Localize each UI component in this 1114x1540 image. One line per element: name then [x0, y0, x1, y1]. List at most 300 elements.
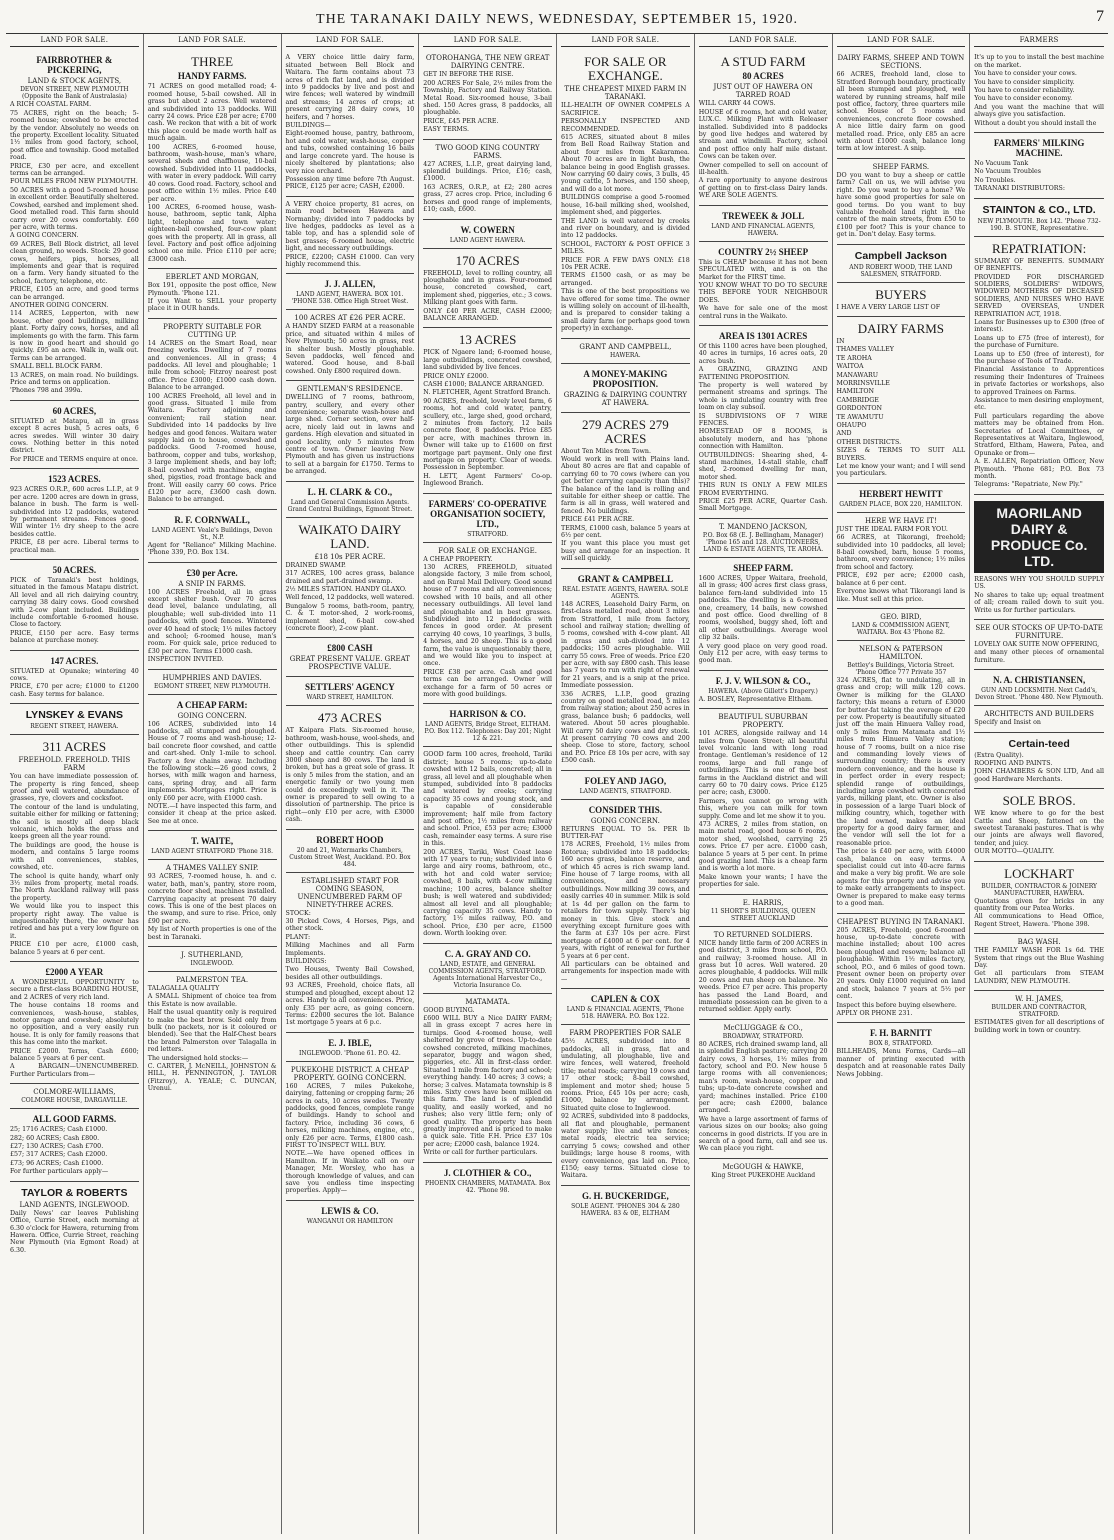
column-4 — [419, 34, 557, 1534]
ad-paragraph: ANOTHER GOING CONCERN. — [10, 301, 109, 309]
ad-paragraph: CASH £1000; BALANCE ARRANGED. — [423, 380, 544, 388]
ad-paragraph: A GOING CONCERN. — [10, 232, 79, 240]
advertisement — [423, 944, 552, 994]
ad-address: BUILDER AND CONTRACTOR, STRATFORD. — [991, 1004, 1087, 1019]
ad-paragraph: Possession any time before 7th August. PRICE, £125 per acre; CASH, £2000. — [285, 175, 415, 191]
ad-subheading: BEAUTIFUL SUBURBAN PROPERTY. — [718, 713, 808, 730]
ad-paragraph: £73; 96 ACRES; Cash £1000. — [10, 1159, 104, 1167]
ad-paragraph: The contour of the land is undulating, suitable either for milking or fattening; the soil is mostly all deep black volcanic, which holds the grass and keeps green all the year round. — [10, 803, 139, 841]
ad-subheading: OTOROHANGA, THE NEW GREAT DAIRYING CENTRE. — [425, 54, 550, 71]
ad-heading: CAPLEN & COX — [590, 994, 660, 1005]
advertisement — [974, 862, 1104, 935]
advertisement — [286, 1201, 415, 1229]
ad-paragraph: PRICE, £92 per acre; £2000 cash, balance at 6 per cent. — [836, 572, 966, 587]
ad-address: DEVON STREET, NEW PLYMOUTH (Opposite the Bank of Australasia) — [20, 86, 129, 101]
ad-paragraph: MANAWARU — [836, 371, 879, 379]
advertisement — [286, 1062, 415, 1201]
ad-subheading: SEE OUR STOCKS OF UP-TO-DATE FURNITURE. — [975, 623, 1103, 640]
masthead-title: THE TARANAKI DAILY NEWS, WEDNESDAY, SEPTEMBER 15, 1920. — [316, 11, 798, 27]
advertisement — [837, 484, 966, 513]
advertisement — [974, 934, 1104, 991]
column-8 — [970, 34, 1108, 1534]
ad-subheading: NELSON & PATERSON HAMILTON. — [859, 644, 943, 661]
ad-headline: THREE — [191, 54, 234, 70]
ad-paragraph: Full particulars regarding the above matters may be obtained from Hon. Secretaries of Local Committees, or Representatives at Waitara, Inglewood, Stratford, Eltham, Hawera, Patea, and Opunake or from— — [974, 412, 1104, 457]
ad-headline: 311 ACRES — [42, 739, 107, 755]
ad-paragraph: Of this 1100 acres have been ploughed, 40 acres in turnips, 16 acres oats, 20 acres bush. — [698, 342, 828, 365]
advertisement — [699, 519, 828, 558]
ad-subheading: GRAZING & DAIRYING COUNTRY AT HAWERA. — [563, 390, 687, 407]
ad-heading: ROBERT HOOD — [316, 834, 384, 845]
ad-paragraph: Eight-roomed house, pantry, bathroom, hot and cold water, wash-house, copper and tubs, cowshed containing 16 bails and large concrete yard. The house is nicely sheltered by plantations; also very nice orchard. — [285, 130, 415, 175]
ad-address: WANGANUI OR HAMILTON — [306, 1217, 393, 1225]
ad-subheading: TWO GOOD KING COUNTRY FARMS. — [435, 143, 540, 160]
columns — [6, 34, 1108, 1534]
ad-paragraph: 473 ACRES, 2 miles from station, on main metal road, good house 6 rooms, motor shed, woolshed, carrying 25 cows. Price £7 per acre. £1000 cash, balance 5 years at 5 per cent. In prime good grazing land. This is a cheap farm and is worth a lot more. — [698, 821, 828, 873]
advertisement — [837, 641, 966, 914]
ad-subheading: E. HARRIS, — [742, 898, 784, 907]
ad-paragraph: BUILDINGS— — [285, 122, 331, 130]
ad-heading: FARMERS' CO-OPERATIVE ORGANISATION SOCIETY, LTD., — [428, 498, 547, 529]
advertisement — [974, 237, 1104, 495]
ad-address: LAND AGENT. Veale's Buildings, Devon St., N.P. — [151, 526, 273, 541]
ad-heading: HANDY FARMS. — [177, 71, 247, 82]
ad-paragraph: 100 ACRES, 6-roomed house, wash-house, bathroom, septic tank, Alpha light, telephone and town water; eighteen-bail cowshed, four-cow plant goes with the property. All in grass, all level. Factory and post office adjoining school one mile. Price £110 per acre; £3000 cash. — [147, 203, 277, 263]
ad-paragraph: ONLY £40 PER ACRE, CASH £2000; BALANCE ARRANGED. — [423, 307, 552, 322]
ad-paragraph: SCHOOL, FACTORY & POST OFFICE 3 MILES. — [561, 240, 690, 256]
ad-paragraph: No Vacuum Tank — [974, 160, 1029, 168]
ad-heading: HARRISON & CO. — [449, 709, 526, 720]
ad-paragraph: 324 ACRES, flat to undulating, all in grass and crop; will milk 120 cows. Owner is milking for the GLAXO factory; this means a return of £3000 for butter-fat taking the average of £20 per cow. Property is beautifully situated just off the main Hinuera Valley road, only 5 miles from Matamata and 1½ miles from Hinuera Valley station; house of 7 rooms, built on a nice rise and commanding lovely views of surrounding country; there is every modern convenience, and the house is in perfect order in every respect; splendid range of outbuildings, including large cowshed with concreted yards, milking plant, etc. Owner is also in possession of a large Tuari block of milking country, which, together with the land owned, makes an ideal property for a good dairy farmer, and the vendor will sell the lot for a reasonable price. — [836, 676, 966, 847]
ad-paragraph: We have for sale one of the most central runs in the Waikato. — [698, 305, 828, 320]
ad-paragraph: Box 191, opposite the post office, New Plymouth. 'Phone 121. — [147, 282, 277, 297]
ad-paragraph: YOU KNOW WHAT TO DO TO SECURE THIS BEFORE YOUR NEIGHBOUR DOES. — [698, 281, 828, 304]
ad-paragraph: 282; 60 ACRES; Cash £800. — [10, 1134, 100, 1142]
ad-headline: 279 ACRES 279 ACRES — [582, 416, 669, 446]
ad-paragraph: THAMES VALLEY — [836, 346, 894, 354]
ad-paragraph: TARANAKI DISTRIBUTORS: — [974, 185, 1065, 193]
ad-paragraph: OUR MOTTO—QUALITY. — [974, 848, 1055, 856]
advertisement — [699, 326, 828, 519]
ad-paragraph: PRICE £25 PER ACRE, Quarter Cash. Small Mortgage. — [698, 498, 828, 513]
advertisement — [10, 962, 139, 1084]
ad-subheading: BAG WASH. — [1017, 938, 1061, 947]
ad-subheading: DAIRY FARMS, SHEEP AND TOWN SECTIONS. — [837, 54, 965, 71]
ad-address: INGLEWOOD. 'Phone 61. P.O. 42. — [298, 1049, 401, 1057]
ad-headline: 13 ACRES — [458, 332, 517, 348]
ad-address: LAND & COMMISSION AGENT, WAITARA. Box 43 'Phone 82. — [851, 621, 950, 636]
ad-heading: 147 ACRES. — [50, 655, 99, 666]
advertisement — [148, 670, 277, 695]
ad-paragraph: £27; 130 ACRES; Cash £700. — [10, 1143, 104, 1151]
ad-headline: A STUD FARM — [720, 54, 806, 70]
ad-paragraph: THIS RUN IS ONLY A FEW MILES FROM EVERYTHING. — [698, 482, 828, 497]
ad-firm-name: Certain-teed — [1008, 737, 1070, 750]
ad-paragraph: GORDONTON — [836, 405, 883, 413]
advertisement — [837, 1023, 966, 1083]
ad-paragraph: IN — [836, 337, 845, 345]
ad-paragraph: The house contains 18 rooms and conveniences, wash-house, stables, motor garage and cowshed; absolutely no opposition, and a very easily run house. It is only for family reasons that this has come into the market. — [10, 1002, 139, 1047]
ad-paragraph: A CHEAP PROPERTY. — [423, 555, 493, 563]
ad-heading: CONSIDER THIS. — [588, 804, 663, 815]
ad-paragraph: PRICE £38 per acre. Cash and good terms can be arranged. Owner will exchange for a farm of 50 acres or more with good buildings. — [423, 668, 552, 698]
advertisement — [148, 831, 277, 860]
ad-heading: R. F. CORNWALL, — [174, 514, 250, 525]
ad-subheading: ESTABLISHED START FOR COMING SEASON, UNENCUMBERED FARM OF NINETY-THREE ACRES. — [297, 876, 403, 909]
ad-address: BROADWAY, STRATFORD. — [722, 1032, 804, 1040]
ad-paragraph: PRICE, £30 per acre, and excellent terms can be arranged. — [10, 162, 139, 178]
ad-paragraph: PICK of Ngaere land; 6-roomed house, large outbuildings, concreted cowshed, land subdivided by live fences. — [423, 349, 552, 372]
ad-paragraph: PROVIDED FOR DISCHARGED SOLDIERS, SOLDIERS' WIDOWS, WIDOWED MOTHERS OF DECEASED SOLDIERS, AND NURSES WHO HAVE SERVED OVERSEAS, UNDER REPATRIATION ACT, 1918. — [974, 273, 1104, 318]
ad-paragraph: A GRAZING, GRAZING AND FATTENING PROPOSITION. — [698, 366, 828, 381]
advertisement — [423, 50, 552, 139]
ad-paragraph: 75 ACRES, right on the beach; 5-roomed house; cowshed to be erected by the vendor. Absolutely no weeds on the property. Excellent locality. Situated 1½ miles from good factory, school, post office and township. Good metalled road. — [10, 109, 139, 162]
ad-subheading: FREEHOLD. FREEHOLD. THIS FARM — [18, 756, 131, 773]
ad-paragraph: 200 ACRES For Sale, 2½ miles from the Township, Factory and Railway Station. Metal Road. Six-roomed house, 3-bail shed. 150 Acres grass, 8 paddocks, all ploughable. — [423, 79, 552, 117]
ad-paragraph: 148 ACRES, Leasehold Dairy Farm, on first-class metalled road, about 3 miles from Stratford, 1 mile from factory, school and railway station; dwelling of 5 rooms, cowshed with 4-cow plant. All in grass and sub-divided into 12 paddocks; 150 acres ploughable. Will carry 55 cows. Free of weeds. Price £20 per acre, with say £800 cash. This lease has 7 years to run with right of renewal for 21 years, and is a snip at the price. Immediate possession. — [561, 600, 690, 690]
ad-subheading: GRANT AND CAMPBELL, — [579, 342, 672, 351]
ad-heading: HERBERT HEWITT — [859, 488, 943, 499]
ad-paragraph: PRICE £10 per acre, £1000 cash, balance 5 years at 6 per cent. — [10, 941, 139, 956]
advertisement — [561, 339, 690, 364]
ad-subheading: GEO. BIRD, — [880, 612, 922, 621]
ad-firm-name: STAINTON & CO., LTD. — [982, 203, 1096, 216]
ad-paragraph: STOCK: — [285, 909, 311, 917]
advertisement — [148, 947, 277, 972]
page-number: 7 — [1096, 8, 1104, 25]
advertisement — [837, 50, 966, 158]
ad-paragraph: PRICE, £2200; CASH £1000. Can very highly recommend this. — [285, 253, 415, 268]
ad-subheading: HUMPHRIES AND DAVIES. — [162, 673, 262, 682]
ad-paragraph: TERMS, £1000 cash, balance 5 years at 6½ per cent. — [561, 524, 690, 540]
advertisement — [561, 50, 690, 338]
ad-subheading: HERE WE HAVE IT! — [864, 516, 937, 525]
ad-paragraph: Everyone knows what Tikorangi land is like. Must sell at this price. — [836, 588, 966, 603]
ad-paragraph: And you want the machine that will always give you satisfaction. — [974, 103, 1104, 119]
advertisement — [423, 249, 552, 329]
ad-paragraph: 2½ MILES STATION. HANDY GLAXO. — [285, 585, 407, 593]
advertisement — [974, 733, 1104, 790]
ad-paragraph: A BARGAIN—UNENCUMBERED. Further Particulars from— — [10, 1063, 139, 1078]
ad-paragraph: 90 ACRES, freehold, lovely level farm, 6 rooms, hot and cold water, pantry, scullery, etc., large shed, good orchard, 2 minutes from factory, 12 bails concrete floor, 8 paddocks. Price £85 per acre, with machines thrown in. Owner will take up to £1600 on first mortgage part payment. Only one first mortgage on property. Clear of weeds. Possession in September. — [423, 397, 552, 472]
ad-paragraph: SITUATED at Matapu, all in grass except 8 acres bush, 5 acres oats, 6 acres swedes. Will winter 30 dairy cows. Nothing better in this noted district. — [10, 417, 139, 455]
ad-paragraph: PRICE, £8 per acre. Liberal terms to practical man. — [10, 539, 139, 554]
ad-paragraph: Write or call for further particulars. — [423, 1149, 538, 1157]
ad-paragraph: JUST THE IDEAL FARM FOR YOU. — [836, 525, 948, 533]
advertisement — [423, 494, 552, 543]
ad-subheading: FARM PROPERTIES FOR SALE — [569, 1029, 682, 1038]
advertisement — [286, 310, 415, 381]
ad-paragraph: A HANDY SIZED FARM at a reasonable price, and situated within 4 miles of New Plymouth; 50 acres in grass, rest in shelter bush. Mostly ploughable. Seven paddocks, well fenced and watered. Good house, and 8-bail cowshed. Only £800 required down. — [285, 323, 415, 375]
ad-paragraph: 50 ACRES with a good 5-roomed house in excellent order. Beautifully sheltered. Cowshed, earshed and implement shed. Good metalled road. This farm should carry over 20 cows comfortably. £60 per acre, with terms. — [10, 186, 139, 231]
ad-address: Bettley's Buildings, Victoria Street. 'Phone Office 777 Private 357 — [847, 661, 955, 676]
ad-heading: 1523 ACRES. — [48, 474, 101, 485]
column-2 — [144, 34, 282, 1534]
advertisement — [561, 364, 690, 413]
ad-paragraph: The buildings are good, the house is modern, and contains 5 large rooms with all conveniences, stables, cowshed, etc. — [10, 841, 139, 872]
ad-paragraph: Specify and Insist on — [974, 719, 1041, 727]
ad-address: LAND AND FINANCIAL AGENTS, HAWERA. — [711, 222, 815, 237]
ad-address: GUN AND LOCKSMITH. Next Cadd's, Devon Street. 'Phone 480. New Plymouth. — [975, 687, 1104, 702]
ad-subheading: LAND AGENTS, INGLEWOOD. — [19, 1200, 130, 1209]
ad-paragraph: No Troubles. — [974, 176, 1016, 184]
ad-heading: 60 ACRES, — [52, 405, 97, 416]
ad-paragraph: Financial Assistance to Apprentices resuming their Indentures of Trainees in private factories or workshops, also to approved Trainees on Farms. — [974, 366, 1104, 396]
ad-paragraph: PERSONALLY INSPECTED AND RECOMMENDED. — [561, 118, 690, 133]
advertisement — [10, 735, 139, 962]
ad-heading: SETTLERS' AGENCY — [304, 682, 395, 693]
ad-paragraph: Let me know your want; and I will send you particulars. — [836, 463, 966, 478]
ad-address: LAND AGENT, HAWERA. BOX 101. 'PHONE 538. Office High Street West. — [291, 291, 409, 306]
ad-paragraph: 25; 1716 ACRES; Cash £1000. — [10, 1126, 108, 1134]
advertisement — [148, 510, 277, 563]
advertisement — [148, 860, 277, 947]
ad-paragraph: 106 ACRES, subdivided into 14 paddocks, all stumped and ploughed. House of 7 rooms and wash-house; 12-bail concrete floor cowshed, and cattle and cart-shed. Only 1-mile to school. Factory a few chains away. Including the following stock:—26 good cows, 2 horses, with milk wagon and harness, cans, spring dray, and all farm implements. Mortgages right. Price is only £60 per acre, with £1000 cash. — [147, 720, 277, 802]
advertisement — [837, 609, 966, 641]
ad-heading: TREWEEK & JOLL — [722, 210, 805, 221]
ad-paragraph: Loans up to £50 (free of interest), for the purchase of Tools of Trade. — [974, 350, 1104, 365]
ad-subheading: MATAMATA. — [465, 997, 510, 1006]
ad-paragraph: The property is well watered by permanent streams and springs. The whole is undulating country with free loam on clay subsoil. — [698, 381, 828, 412]
ad-paragraph: This is one of the best propositions we have offered for some time. The owner is willing solely on account of ill-health, and is prepared to consider taking a small dairy farm (or perhaps good town property) in exchange. — [561, 288, 690, 333]
advertisement — [10, 651, 139, 705]
ad-paragraph: PRICE FOR A FEW DAYS ONLY: £18 10s PER ACRE. — [561, 256, 690, 271]
ad-paragraph: 336 ACRES, L.I.P., good grazing country on good metalled road, 5 miles from railway station; about 250 acres in grass, balance bush; 6 paddocks, well watered. About 50 acres ploughable. Will carry 50 dairy cows and dry stock. At present carrying 70 cows and 200 sheep. Close to store, factory, school and P.O. Price £8 10s per acre, with say £500 cash. — [561, 690, 690, 765]
ad-headline: DAIRY FARMS — [857, 320, 945, 336]
ad-address: STRATFORD. — [467, 530, 508, 538]
advertisement — [699, 206, 828, 242]
ad-paragraph: RETURNS EQUAL TO 5s. PER lb BUTTER-FAT — [561, 825, 690, 841]
ad-paragraph: A. BOSLEY, Representative Eltham. — [698, 695, 813, 703]
ad-subheading: PALMERSTON TEA. — [176, 975, 249, 984]
ad-paragraph: TERMS £1500 cash, or as may be arranged. — [561, 272, 690, 287]
advertisement — [423, 140, 552, 220]
ad-subheading: McCLUGGAGE & CO., — [723, 1023, 803, 1032]
ad-paragraph: THE FAMILY WASH FOR 1s 6d. THE System that rings out the Blue Washing Day. — [974, 947, 1104, 970]
column-heading: LAND FOR SALE. — [286, 36, 415, 47]
ad-address: LAND AGENT STRATFORD 'Phone 318. — [151, 848, 273, 856]
advertisement — [423, 747, 552, 943]
ad-paragraph: Loans up to £75 (free of interest), for the purchase of Furniture. — [974, 334, 1104, 350]
ad-paragraph: and many other pieces of ornamental furniture. — [974, 649, 1104, 664]
ad-paragraph: Make known your wants; I have the properties for sale. — [698, 873, 828, 889]
ad-paragraph: (Extra Quality). — [974, 751, 1024, 759]
advertisement — [837, 513, 966, 609]
ad-paragraph: FOUR MILES FROM NEW PLYMOUTH. — [10, 178, 138, 186]
ad-heading: FOLEY AND JAGO, — [584, 775, 667, 786]
ad-paragraph: PRICE ONLY £2000. — [423, 372, 489, 380]
ad-subheading: GOING CONCERN. — [590, 816, 660, 825]
ad-paragraph: Assistance to men desiring employment, etc. — [974, 397, 1104, 412]
ad-paragraph: Daily News' car leaves Publishing Office, Currie Street, each morning at 6.30 o'clock for Hawera, returning from Hawera. Office, Currie Street, reaching New Plymouth (via Egmont Road) at 6.30. — [10, 1209, 139, 1254]
ad-paragraph: 80 ACRES, rich drained swamp land, all in splendid English pasture; carrying 20 dairy cows, 3 horses, 1½ miles from factory, school and P.O. New house 5 large rooms with all conveniences; man's room, wash-house, copper and tubs; up-to-date concrete cowshed and yard; machines installed. Price £100 per acre; cash £2000, balance arranged. — [698, 1040, 828, 1115]
column-6 — [695, 34, 833, 1534]
ad-paragraph: ILL-HEALTH OF OWNER COMPELS A SACRIFICE. — [561, 102, 690, 117]
ad-heading: A MONEY-MAKING PROPOSITION. — [583, 368, 668, 389]
ad-address: LAND AGENTS, STRATFORD. — [579, 787, 672, 795]
ad-address: SOLE AGENT. 'PHONES 304 & 280 HAWERA. 83 & 0E, ELTHAM — [571, 1202, 680, 1217]
ad-paragraph: GET IN BEFORE THE RISE. — [423, 71, 514, 79]
advertisement — [148, 972, 277, 1098]
advertisement — [423, 994, 552, 1163]
ad-paragraph: Get all particulars from STEAM LAUNDRY, NEW PLYMOUTH. — [974, 970, 1104, 985]
advertisement — [10, 1109, 139, 1181]
column-heading: LAND FOR SALE. — [561, 36, 690, 47]
advertisement — [974, 133, 1104, 199]
ad-subheading: CHEAPEST BUYING IN TARANAKI. — [837, 917, 965, 926]
ad-paragraph: Inspect this before buying elsewhere. — [836, 1001, 957, 1009]
ad-address: LAND & FINANCIAL AGENTS, 'Phone 518. HAWERA. P.O. Box 122. — [566, 1006, 684, 1021]
ad-paragraph: A SMALL Shipment of choice tea from this Estate is now available. — [147, 993, 277, 1008]
ad-subheading: EBERLET AND MORGAN, — [165, 273, 259, 282]
ad-paragraph: BUILDINGS: — [285, 958, 327, 966]
ad-paragraph: I HAVE A VERY LARGE LIST OF — [836, 303, 941, 311]
advertisement — [10, 1182, 139, 1259]
advertisement — [286, 873, 415, 1033]
ad-paragraph: FREEHOLD, level to rolling country, all ploughable and in grass. Four-roomed house, concreted cowshed, cart, implement shed, piggeries, etc.; 3 cows. Milking plant goes with farm. — [423, 269, 553, 307]
ad-paragraph: 114 ACRES, Lepperton, with new house, other good buildings, milking plant. Forty dairy cows, horses, and all implements go with the farm. This farm is now in good heart and should go quickly. £95 an acre. Walk in, walk out. Terms can be arranged. — [10, 310, 139, 362]
advertisement — [974, 670, 1104, 706]
advertisement — [974, 50, 1104, 133]
ad-paragraph: WAITOA — [836, 363, 864, 371]
advertisement — [974, 199, 1104, 237]
ad-paragraph: 163 ACRES, O.R.P., at £2; 280 acres grass, 27 acres crop. Price, including 6 horses and good range of implements, £10; cash, £600. — [423, 183, 552, 214]
advertisement — [699, 1159, 828, 1183]
advertisement — [699, 927, 828, 1020]
ad-paragraph: No shares to take up; equal treatment of all; cream railed down to suit you. Write us for further particulars. — [974, 591, 1104, 614]
advertisement — [699, 50, 828, 205]
column-heading: FARMERS — [974, 36, 1104, 47]
ad-heading: L. H. CLARK & CO., — [307, 486, 393, 497]
advertisement — [10, 401, 139, 469]
ad-headline: SOLE BROS. — [1002, 793, 1076, 809]
ad-heading: A CHEAP FARM: — [176, 699, 248, 710]
ad-paragraph: NOTE.—We have opened offices in Hamilton. If in Waikato call on our Manager, Mr. Worsley, who has a thorough knowledge of values, and can save you endless time inspecting properties. Apply— — [285, 1150, 415, 1195]
ad-paragraph: TE AROHA — [836, 354, 872, 362]
advertisement — [699, 895, 828, 927]
ad-paragraph: If you want this place you must get busy and arrange for an inspection. It will sell quickly. — [561, 540, 690, 563]
ad-paragraph: INSPECTION INVITED. — [147, 656, 224, 664]
ad-headline: WAIKATO DAIRY LAND. — [298, 521, 402, 551]
ad-paragraph: GOOD farm 100 acres, freehold, Tariki district; house 5 rooms; up-to-date cowshed with 12 bails, concreted; all in grass, all level and all ploughable when stumped, subdivided into 8 paddocks and watered by creeks; carrying capacity 35 cows and young stock, and is capable of considerable improvement; half mile from factory and post office, 1½ miles from railway and school. Price, £53 per acre; £3000 cash, remainder easy terms. A sure rise in this. — [423, 751, 552, 848]
ad-headline: REPATRIATION: — [992, 240, 1087, 256]
ad-paragraph: Well fenced, 12 paddocks, well watered. — [285, 594, 415, 602]
ad-paragraph: PRICE, £150 per acre. Easy terms balance at purchase money. — [10, 629, 139, 645]
advertisement — [423, 704, 552, 747]
ad-paragraph: CAMBRIDGE — [836, 396, 879, 404]
ad-address: REGENT STREET, HAWERA. — [30, 723, 119, 731]
ad-paragraph: PRICE, £105 an acre, and good terms can be arranged. — [10, 286, 139, 301]
ad-paragraph: Two Houses, Twenty Bail Cowshed, besides all other outbuildings. — [285, 966, 415, 981]
advertisement — [286, 638, 415, 677]
ad-firm-name: Campbell Jackson — [854, 249, 947, 262]
advertisement — [974, 620, 1104, 670]
ad-paragraph: About Ten Miles from Town. — [561, 447, 651, 455]
ad-subheading: ARCHITECTS AND BUILDERS — [984, 710, 1094, 719]
advertisement — [837, 317, 966, 484]
advertisement — [148, 563, 277, 670]
ad-paragraph: 93 ACRES, Freehold, choice flats, all stumped and ploughed, except about 12 acres. Handy to all conveniences. Price, only £35 per acre, as going concern. Terms: £2000 secures the lot. Balance 1st mortgage 5 years at 6 p.c. — [285, 982, 415, 1027]
ad-subheading: McGOUGH & HAWKE, — [722, 1162, 804, 1171]
column-5 — [557, 34, 695, 1534]
ad-paragraph: REASONS WHY YOU SHOULD SUPPLY US. — [974, 575, 1104, 591]
ad-paragraph: We would like you to inspect this property right away. The value is unquestionably there, the owner has retired and has put a very low figure on it. — [10, 903, 139, 940]
ad-subheading: PUKEKOHE DISTRICT. A CHEAP PROPERTY. GOING CONCERN. — [290, 1065, 409, 1082]
ad-paragraph: £57; 317 ACRES; Cash £2000. — [10, 1151, 108, 1159]
ad-firm-name: TAYLOR & ROBERTS — [21, 1186, 128, 1199]
ad-paragraph: NOTE.—I have inspected this farm, and consider it cheap at the price asked. See me at once. — [147, 803, 277, 825]
ad-address: WARD STREET, HAMILTON. — [306, 694, 394, 702]
ad-paragraph: SITUATED at Opunake; wintering 40 cows. — [10, 667, 139, 682]
ad-heading: AREA IS 1301 ACRES — [718, 330, 808, 341]
advertisement — [148, 50, 277, 269]
ad-paragraph: 1600 ACRES, Upper Waitara, freehold, all in grass; 400 acres first class grass, balance fern-land subdivided into 15 paddocks. The dwelling is a 6-roomed one, creamery, 14 bails, new cowshed and post office. Good dwelling of 8 rooms, woolshed, buggy shed, loft and all other outbuildings. Average wool clip 32 bails. — [698, 574, 828, 642]
advertisement — [974, 495, 1104, 620]
advertisement — [699, 671, 828, 709]
ad-headline: BUYERS — [875, 286, 927, 302]
ad-paragraph: All communications to Head Office, Regent Street, Hawera. 'Phone 398. — [974, 913, 1104, 928]
ad-subheading: A THAMES VALLEY SNIP. — [165, 864, 259, 873]
column-heading: LAND FOR SALE. — [148, 36, 277, 47]
ad-paragraph: You have to consider reliability. — [974, 87, 1075, 95]
advertisement — [286, 482, 415, 518]
ad-paragraph: BUILDINGS comprise a good 5-roomed house, 16-bail milking shed, woolshed, implement shed, and piggeries. — [561, 194, 690, 217]
ad-paragraph: 66 ACRES, at Tikorangi, freehold; subdivided into 10 paddocks, all level; 8-bail cowshed, barn, house 5 rooms, bathroom, every convenience; 1½ miles from school and factory. — [836, 534, 966, 571]
ad-paragraph: HOMESTEAD OF 8 ROOMS, is absolutely modern, and has 'phone connection with Hamilton. — [698, 428, 828, 451]
ad-paragraph: DWELLING of 7 rooms, bathroom, pantry, scullery, and every other convenience; separate wash-house and large shed. Corner section, over half-acre, nicely laid out in lawns and gardens. High elevation and situated in good locality, only 5 minutes from centre of town. Owner leaving New Plymouth and has given us instructions to sell at a bargain for £1750. Terms to be arranged. — [285, 394, 415, 476]
ad-heading: SHEEP FARM. — [733, 562, 794, 573]
advertisement — [837, 283, 966, 317]
ad-subheading: LAND & STOCK AGENTS, — [27, 77, 122, 86]
ad-subheading: PROPERTY SUITABLE FOR CUTTING UP. — [163, 322, 262, 339]
ad-heading: £2000 A YEAR — [45, 966, 104, 977]
ad-paragraph: £600 WILL BUY a Nice DAIRY FARM; all in grass except 7 acres here in turnips. Good 4-roomed house, well sheltered by grove of trees. Up-to-date cowshed concreted, milking machines, separator, buggy and wagon shed, piggeries, etc. All in first-class order. Situated 1 mile from factory and school; everything handy. 140 acres; 3 cows; a horse; 3 calves. Matamata township is 8 miles. Sixty cows have been milked on this farm. The land is of splendid quality, and easily worked, and no rushes; also very little fern; only of good quality. The property has been greatly improved and is priced to make a quick sale. Title F.H. Price £37 10s per acre; £2000 cash, balance 1924. — [423, 1014, 552, 1148]
advertisement — [561, 1025, 690, 1186]
ad-paragraph: 100 ACRES, 6-roomed house, bathroom, wash-house, man's whare, several sheds and chaffhouse, 10-bail cowshed. Subdivided into 11 paddocks, with water in every paddock. Will carry 40 cows. Good road. Factory, school and post office within 1½ miles. Price £40 per acre. — [147, 143, 277, 203]
masthead — [6, 6, 1108, 34]
advertisement — [423, 220, 552, 249]
column-7 — [833, 34, 971, 1534]
ad-address: 11 SHORT'S BUILDINGS, QUEEN STREET AUCKLAND — [710, 907, 816, 922]
ad-address: Land and General Commission Agents. Grand Central Buildings, Egmont Street. — [287, 498, 413, 513]
ad-headline: 170 ACRES — [455, 252, 520, 268]
ad-paragraph: 71 ACRES on good metalled road; 4-roomed house, 5-bail cowshed. All in grass but about 2 acres. Well watered and subdivided into 13 paddocks. Will carry 24 cows. Price £28 per acre; £700 cash. We reckon that with a bit of work this place could be made worth half as much again. — [147, 83, 277, 143]
ad-paragraph: Farmers, you cannot go wrong with this, where you can milk for town supply. Come and let me show it to you. — [698, 797, 828, 820]
advertisement — [286, 706, 415, 829]
ad-paragraph: TE AWAMUTU — [836, 413, 884, 421]
ad-paragraph: Telegrams: "Repatriate, New Ply." — [974, 481, 1083, 489]
ad-paragraph: 92 ACRES, subdivided into 8 paddocks, all flat and ploughable, permanent water supply; live and wire fences; metal roads, electric tea service; carrying 5 cows; cowshed and other buildings; large house 8 rooms, with every convenience, gas laid on. Price, £150; easy terms. Situated close to Waitara. — [561, 1113, 690, 1180]
ad-address: REAL ESTATE AGENTS, HAWERA. SOLE AGENTS. — [562, 585, 689, 600]
ad-paragraph: OUTBUILDINGS: Shearing shed, 4-stand machines, 14-stall stable, chaff shed, 2-roomed dwelling for man, motor shed. — [698, 451, 828, 481]
ad-paragraph: PRICE, £70 per acre; £1000 to £1200 cash. Easy terms for balance. — [10, 683, 139, 698]
ad-address: EGMONT STREET, NEW PLYMOUTH. — [153, 682, 271, 690]
ad-paragraph: 100 ACRES Freehold, all level and in good grass. Situated 1 mile from Waitara. Factory adjoining and convenient; rail station near. Subdivided into 14 paddocks by live hedges and good fences. Waitara water supply laid on to house, cowshed and paddocks. Good 7-roomed house, bathroom, copper and tubs, workshop, 3 large implement sheds, and bay loft; 8-bail cowshed with machines, engine shed, pigsties, road frontage back and front. Will easily carry 60 cows. Price £120 per acre, £3600 cash down. Balance to be arranged. — [147, 392, 277, 504]
advertisement — [561, 413, 690, 569]
ad-address: GARDEN PLACE, BOX 220, HAMILTON. — [839, 500, 963, 508]
ad-heading: F. J. V. WILSON & CO., — [715, 675, 811, 686]
advertisement — [286, 197, 415, 275]
ad-heading: 50 ACRES. — [52, 564, 97, 575]
ad-paragraph: SUMMARY OF BENEFITS. SUMMARY OF BENEFITS. — [974, 257, 1104, 273]
ad-paragraph: EASY TERMS. — [423, 126, 469, 134]
ad-paragraph: A WONDERFUL OPPORTUNITY to secure a first-class BOARDING HOUSE, and 2 ACRES of very rich land. — [10, 978, 139, 1001]
ad-paragraph: 100 ACRES Freehold, all in grass except shelter bush. Over 70 acres dead level, balance undulating, all ploughable; well sub-divided into 11 paddocks, with good fences. Wintered over 40 head of stock; 1½ miles factory and school; 6-roomed house, man's room. For quick sale, price reduced to £30 per acre. Terms £1000 cash. — [147, 588, 277, 655]
ad-heading: J. CLOTHIER & CO., — [443, 1167, 532, 1178]
ad-heading: F. H. BARNITT — [870, 1028, 932, 1039]
ad-paragraph: The school is quite handy, wharf only 3½ miles from property, metal roads. The North Auckland railway will pass the property. — [10, 872, 139, 902]
ad-heading: £800 CASH — [327, 643, 373, 654]
